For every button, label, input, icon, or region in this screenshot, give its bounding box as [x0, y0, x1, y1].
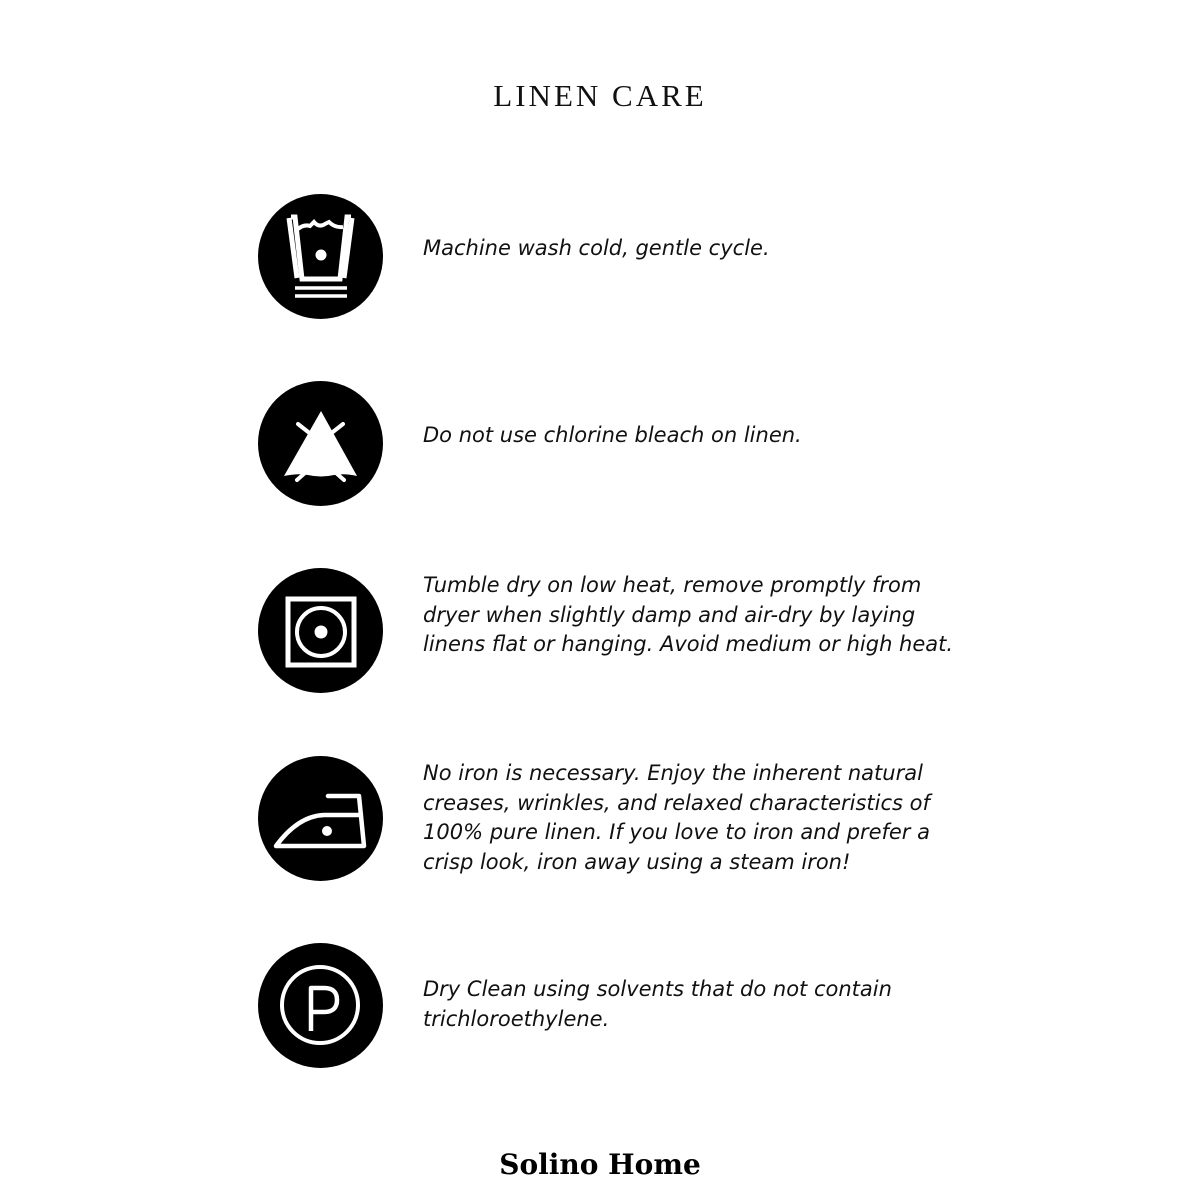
care-text-wash: Machine wash cold, gentle cycle. [423, 236, 770, 260]
care-item-dryclean [258, 943, 978, 1069]
tumble-dry-low-icon [258, 568, 383, 693]
care-text-iron: No iron is necessary. Enjoy the inherent natural creases, wrinkles, and relaxed characteristics of 100% pure linen. If you love to iron and prefer a crisp look, iron away using a steam iron! [423, 761, 930, 874]
care-item-wash [258, 194, 978, 320]
care-text-bleach: Do not use chlorine bleach on linen. [423, 423, 802, 447]
care-text-dryclean: Dry Clean using solvents that do not contain trichloroethylene. [423, 977, 892, 1031]
dry-clean-p-icon [258, 943, 383, 1068]
page-title: LINEN CARE [493, 78, 707, 113]
care-text-dry: Tumble dry on low heat, remove promptly from dryer when slightly damp and air-dry by laying linens flat or hanging. Avoid medium or high heat. [423, 573, 954, 656]
care-item-bleach [258, 381, 978, 507]
machine-wash-gentle-icon [258, 194, 383, 319]
brand-logo: Solino Home [499, 1148, 701, 1181]
no-chlorine-bleach-icon [258, 381, 383, 506]
care-item-iron [258, 756, 978, 882]
care-item-dry [258, 568, 978, 694]
iron-low-icon [258, 756, 383, 881]
